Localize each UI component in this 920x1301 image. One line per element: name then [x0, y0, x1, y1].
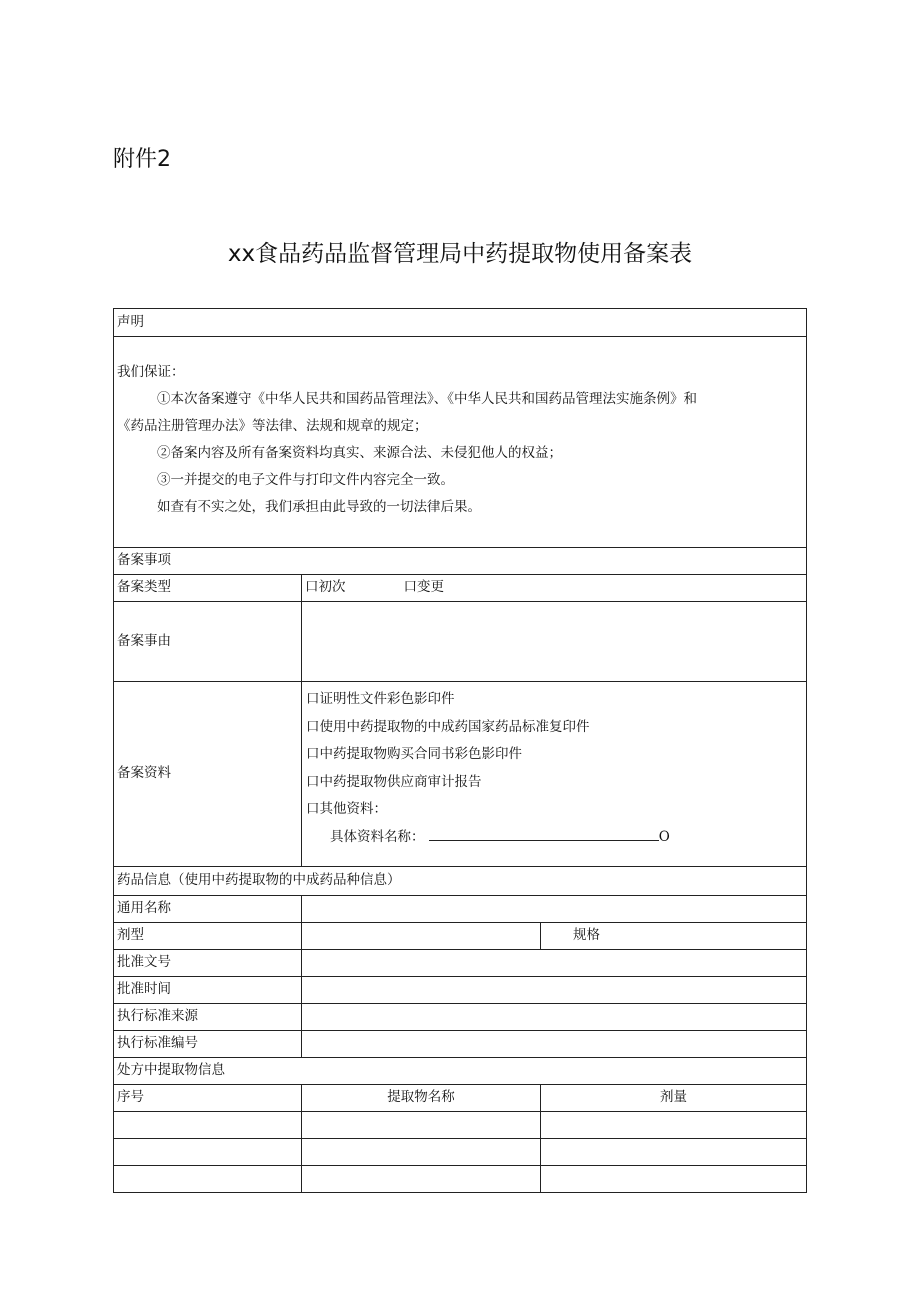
filing-materials-row [114, 682, 807, 867]
declaration-line: ③一并提交的电子文件与打印文件内容完全一致。 [157, 472, 454, 488]
checkbox-initial[interactable]: 口初次 [305, 579, 346, 596]
declaration-row [114, 337, 807, 548]
dosage-form-field[interactable] [302, 923, 541, 950]
approval-time-row [114, 977, 807, 1004]
declaration-header: 声明 [114, 309, 807, 337]
checkbox-purchase-contract-copy[interactable]: 口中药提取物购买合同书彩色影印件 [306, 746, 522, 762]
filing-materials-list [302, 682, 807, 867]
standard-no-row [114, 1031, 807, 1058]
standard-no-field[interactable] [302, 1031, 807, 1058]
dosage-cell[interactable] [541, 1112, 807, 1139]
extract-name-cell[interactable] [302, 1139, 541, 1166]
standard-no-label: 执行标准编号 [114, 1031, 302, 1058]
specific-materials-end: O [658, 828, 670, 845]
standard-source-row [114, 1004, 807, 1031]
declaration-line: ②备案内容及所有备案资料均真实、来源合法、未侵犯他人的权益； [157, 445, 562, 461]
filing-reason-field[interactable] [302, 602, 807, 682]
specific-materials-line [306, 824, 802, 852]
page-title: xx食品药品监督管理局中药提取物使用备案表 [227, 241, 693, 267]
dosage-cell[interactable] [541, 1166, 807, 1193]
declaration-line: 我们保证： [117, 364, 185, 380]
filing-materials-label: 备案资料 [114, 682, 302, 867]
standard-source-label: 执行标准来源 [114, 1004, 302, 1031]
filing-type-row [114, 575, 807, 602]
checkbox-other-materials[interactable]: 口其他资料： [306, 801, 387, 817]
spec-label: 规格 [541, 923, 807, 950]
serial-cell[interactable] [114, 1112, 302, 1139]
column-dosage: 剂量 [541, 1085, 807, 1112]
extracts-header-row [114, 1058, 807, 1085]
declaration-body [114, 337, 807, 548]
filing-reason-label: 备案事由 [114, 602, 302, 682]
filing-type-label: 备案类型 [114, 575, 302, 602]
checkbox-national-standard-copy[interactable]: 口使用中药提取物的中成药国家药品标准复印件 [306, 718, 590, 735]
checkbox-certificate-copy[interactable]: 口证明性文件彩色影印件 [306, 691, 455, 707]
serial-cell[interactable] [114, 1139, 302, 1166]
table-row [114, 1139, 807, 1166]
generic-name-row [114, 896, 807, 923]
column-serial-no: 序号 [114, 1085, 302, 1112]
extract-name-cell[interactable] [302, 1112, 541, 1139]
approval-time-label: 批准时间 [114, 977, 302, 1004]
generic-name-field[interactable] [302, 896, 807, 923]
extracts-header: 处方中提取物信息 [114, 1058, 807, 1085]
approval-no-field[interactable] [302, 950, 807, 977]
attachment-label: 附件2 [113, 147, 171, 172]
filing-header-row [114, 548, 807, 575]
filing-header: 备案事项 [114, 548, 807, 575]
declaration-line: 《药品注册管理办法》等法律、法规和规章的规定； [117, 418, 428, 434]
approval-no-row [114, 950, 807, 977]
table-row [114, 1112, 807, 1139]
checkbox-supplier-audit-report[interactable]: 口中药提取物供应商审计报告 [306, 773, 482, 790]
filing-type-options [302, 575, 807, 602]
column-extract-name: 提取物名称 [302, 1085, 541, 1112]
generic-name-label: 通用名称 [114, 896, 302, 923]
approval-time-field[interactable] [302, 977, 807, 1004]
standard-source-field[interactable] [302, 1004, 807, 1031]
dosage-form-label: 剂型 [114, 923, 302, 950]
declaration-line: ①本次备案遵守《中华人民共和国药品管理法》、《中华人民共和国药品管理法实施条例》和 [157, 391, 697, 407]
dosage-cell[interactable] [541, 1139, 807, 1166]
checkbox-change[interactable]: 口变更 [403, 579, 444, 596]
specific-materials-label: 具体资料名称： [330, 828, 425, 845]
approval-no-label: 批准文号 [114, 950, 302, 977]
dosage-form-row [114, 923, 807, 950]
extracts-columns-row [114, 1085, 807, 1112]
drug-header: 药品信息（使用中药提取物的中成药品种信息） [114, 867, 807, 896]
serial-cell[interactable] [114, 1166, 302, 1193]
specific-materials-blank[interactable] [429, 826, 659, 841]
extract-name-cell[interactable] [302, 1166, 541, 1193]
filing-reason-row [114, 602, 807, 682]
table-row [114, 1166, 807, 1193]
drug-header-row [114, 867, 807, 896]
declaration-header-row [114, 309, 807, 337]
declaration-line: 如查有不实之处，我们承担由此导致的一切法律后果。 [157, 499, 481, 515]
filing-form-table [113, 308, 807, 1193]
